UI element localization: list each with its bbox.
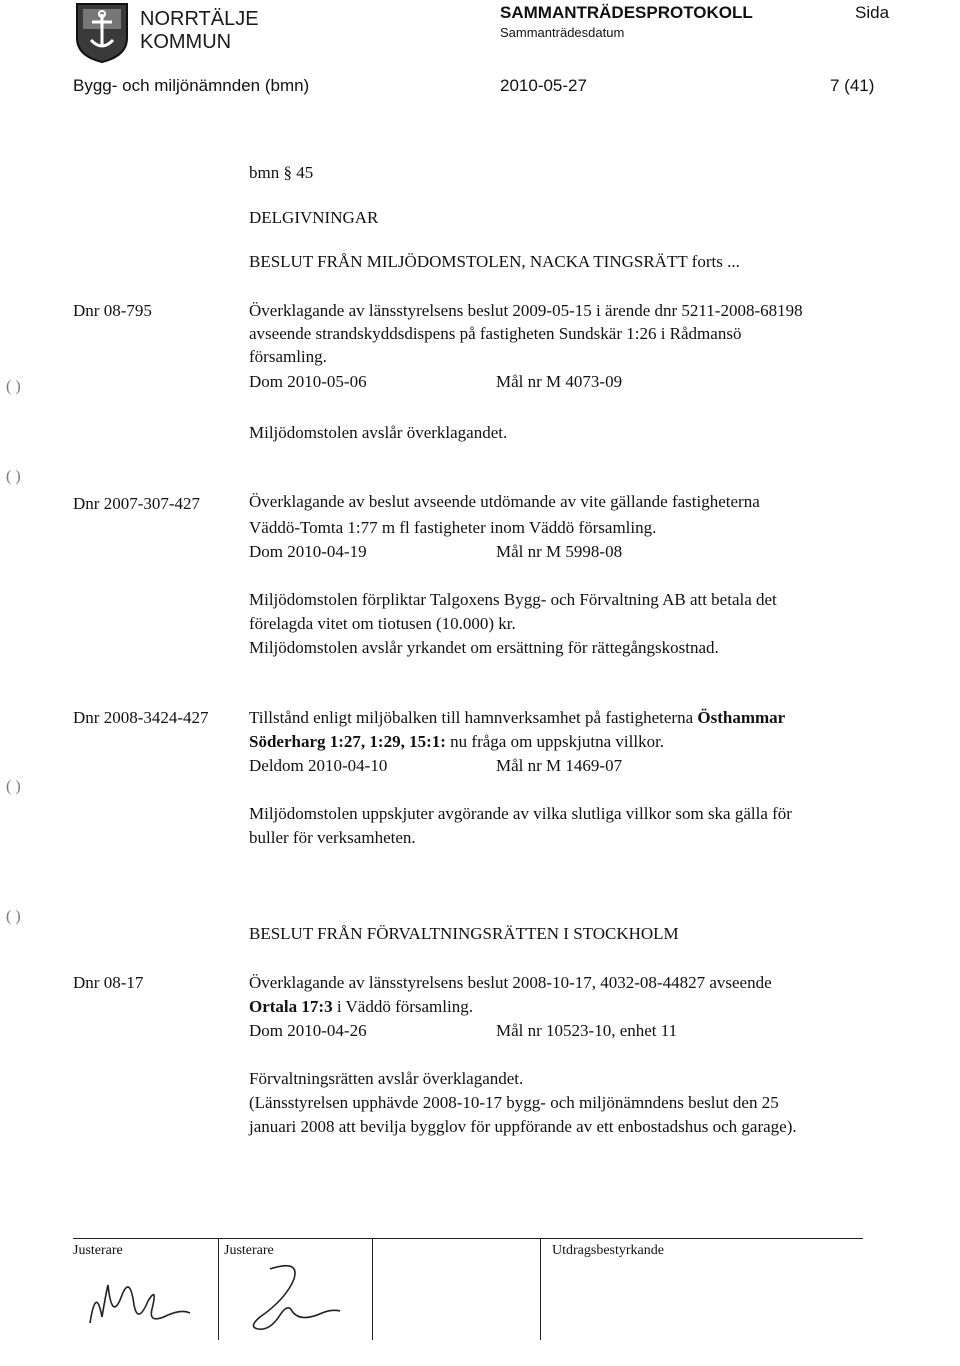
case-text-line: församling. — [249, 347, 327, 366]
section-heading: DELGIVNINGAR — [249, 208, 379, 227]
margin-mark: ( ) — [6, 468, 21, 485]
footer-divider — [540, 1238, 541, 1340]
case-text-line: Söderharg 1:27, 1:29, 15:1: nu fråga om uppskjutna villkor. — [249, 732, 665, 751]
case-text-line: Ortala 17:3 i Väddö församling. — [249, 997, 473, 1016]
footer-label-justerare: Justerare — [224, 1243, 274, 1258]
case-dnr: Dnr 08-17 — [73, 973, 144, 992]
case-text-line: Väddö-Tomta 1:77 m fl fastigheter inom Väddö församling. — [249, 518, 657, 537]
margin-mark: ( ) — [6, 378, 21, 395]
case-dnr: Dnr 2007-307-427 — [73, 494, 201, 513]
footer-divider — [372, 1238, 373, 1340]
margin-mark: ( ) — [6, 778, 21, 795]
case-court-number: Mål nr M 4073-09 — [496, 372, 623, 391]
court-heading-miljodomstolen: BESLUT FRÅN MILJÖDOMSTOLEN, NACKA TINGSRÄTT forts ... — [249, 252, 740, 271]
paragraph-number: bmn § 45 — [249, 163, 314, 182]
meeting-date: 2010-05-27 — [500, 76, 587, 95]
case-decision-line: Förvaltningsrätten avslår överklagandet. — [249, 1069, 524, 1088]
case-dnr: Dnr 08-795 — [73, 301, 152, 320]
org-name-line1: NORRTÄLJE — [140, 8, 259, 30]
case-text-line: Tillstånd enligt miljöbalken till hamnverksamhet på fastigheterna Östhammar — [249, 708, 786, 727]
municipality-crest-logo — [73, 2, 131, 64]
org-name-line2: KOMMUN — [140, 31, 232, 53]
case-decision-line: Miljödomstolen avslår överklagandet. — [249, 423, 508, 442]
footer-label-utdragsbestyrkande: Utdragsbestyrkande — [552, 1243, 664, 1258]
court-heading-forvaltningsratten: BESLUT FRÅN FÖRVALTNINGSRÄTTEN I STOCKHOLM — [249, 924, 679, 943]
committee-name: Bygg- och miljönämnden (bmn) — [73, 76, 310, 95]
case-text-line: Överklagande av länsstyrelsens beslut 2008-10-17, 4032-08-44827 avseende — [249, 973, 772, 992]
case-judgment-date: Dom 2010-04-19 — [249, 542, 367, 561]
footer-rule — [73, 1238, 863, 1239]
page-number: 7 (41) — [830, 76, 875, 95]
case-decision-line: förelagda vitet om tiotusen (10.000) kr. — [249, 614, 516, 633]
case-judgment-date: Dom 2010-05-06 — [249, 372, 367, 391]
case-decision-line: januari 2008 att bevilja bygglov för uppförande av ett enbostadshus och garage). — [249, 1117, 797, 1136]
case-judgment-date: Deldom 2010-04-10 — [249, 756, 388, 775]
footer-divider — [218, 1238, 219, 1340]
case-text-line: Överklagande av beslut avseende utdömande av vite gällande fastigheterna — [249, 492, 760, 511]
signature-2 — [230, 1255, 350, 1335]
case-text-line: avseende strandskyddsdispens på fastigheten Sundskär 1:26 i Rådmansö — [249, 324, 742, 343]
case-decision-line: (Länsstyrelsen upphävde 2008-10-17 bygg- och miljönämndens beslut den 25 — [249, 1093, 779, 1112]
case-decision-line: Miljödomstolen förpliktar Talgoxens Bygg- och Förvaltning AB att betala det — [249, 590, 777, 609]
footer-label-justerare: Justerare — [73, 1243, 123, 1258]
document-subtitle: Sammanträdesdatum — [500, 25, 625, 40]
case-decision-line: Miljödomstolen avslår yrkandet om ersättning för rättegångskostnad. — [249, 638, 719, 657]
document-title: SAMMANTRÄDESPROTOKOLL — [500, 3, 753, 22]
case-court-number: Mål nr 10523-10, enhet 11 — [496, 1021, 678, 1040]
case-court-number: Mål nr M 5998-08 — [496, 542, 623, 561]
signature-1 — [78, 1265, 198, 1335]
case-text-line: Överklagande av länsstyrelsens beslut 2009-05-15 i ärende dnr 5211-2008-68198 — [249, 301, 803, 320]
case-court-number: Mål nr M 1469-07 — [496, 756, 623, 775]
case-decision-line: buller för verksamheten. — [249, 828, 416, 847]
case-dnr: Dnr 2008-3424-427 — [73, 708, 209, 727]
margin-mark: ( ) — [6, 908, 21, 925]
case-judgment-date: Dom 2010-04-26 — [249, 1021, 367, 1040]
case-decision-line: Miljödomstolen uppskjuter avgörande av vilka slutliga villkor som ska gälla för — [249, 804, 792, 823]
page-label: Sida — [855, 3, 890, 22]
